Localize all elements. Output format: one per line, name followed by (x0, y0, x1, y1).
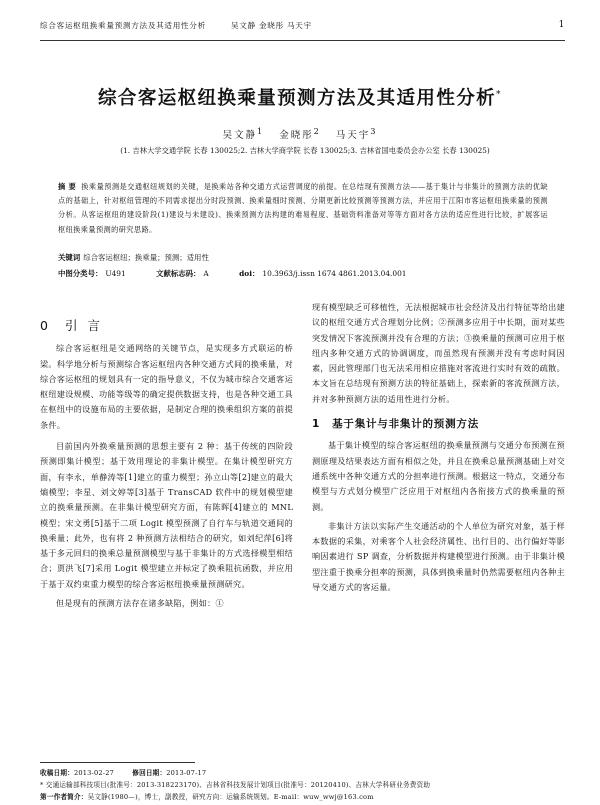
doc-label: 文献标志码： (156, 269, 201, 278)
section-1-paragraph: 非集计方法以实际产生交通活动的个人单位为研究对象，基于样本数据的采集，对乘客个人社会经济属性、出行目的、出行偏好等影响因素进行 SP 调查，分析数据并构建模型进行预测。由于非集计模型注重于换乘分担率的预测，具体到换乘量时仍然需要枢纽内各种主导交通方式的客运量。 (312, 520, 565, 593)
left-column (40, 318, 293, 611)
footnote-dates (40, 767, 570, 777)
revised-label: 修回日期： (132, 769, 167, 777)
intro-paragraph: 综合客运枢纽是交通网络的关键节点，是实现多方式联运的桥梁。科学地分析与预测综合客运枢纽内各种交通方式间的换乘量，对综合客运枢纽的规划具有一定的指导意义，不仅为城市综合交通客运枢纽建设规模、功能等级等的确定提供数据支持，也是各种交通工具在枢纽中的设施布局的主要依据，是制定合理的换乘组织方案的前提条件。 (40, 343, 293, 430)
doi-value: 10.3963/j.issn 1674 4861.2013.04.001 (262, 269, 407, 278)
doc-value: A (203, 269, 209, 278)
intro-paragraph: 但是现有的预测方法存在诸多缺陷，例如：① (56, 598, 224, 609)
received-label: 收稿日期： (40, 769, 74, 777)
revised-date: 2013-07-17 (166, 769, 207, 777)
header-rule (40, 40, 565, 41)
title-footnote-mark: * (496, 89, 502, 100)
section-1-heading (312, 417, 565, 432)
author-affil-mark: 2 (313, 127, 321, 136)
footnote-funding (40, 779, 570, 789)
author-name: 吴文静 (222, 130, 258, 142)
clc-value: U491 (105, 269, 126, 278)
running-header-title: 综合客运枢纽换乘量预测方法及其适用性分析 (40, 21, 206, 30)
affiliation: (1. 吉林大学交通学院 长春 130025;2. 吉林大学商学院 长春 130025;3. 吉林省国电委员会办公室 长春 130025) (120, 146, 490, 155)
clc-label: 中图分类号： (58, 269, 103, 278)
page-number: 1 (558, 20, 565, 30)
intro-paragraph: 目前国内外换乘量预测的思想主要有 2 种：基于传统的四阶段预测即集计模型；基于效用理论的非集计模型。在集计模型研究方面，有李永，单静涛等[1]建立的重力模型；孙立山等[2]建立的最大熵模型；李星、刘文婷等[3]基于 TransCAD 软件中的规划模型建立的换乘量预测。在非集计模型研究方面，有陈晖[4]建立的 MNL 模型；宋文勇[5]基于二项 Logit 模型预测了自行车与轨道交通间的换乘量；此外，也有将 2 种预测方法相结合的研究，如刘纪萍[6]将基于多元回归的换乘总量预测模型与基于非集计的方式选择模型相结合；贾洪飞[7]采用 Logit 模型建立并标定了换乘阻抗函数，并应用于基于双约束重力模型的综合客运枢纽换乘量预测研究。 (40, 441, 293, 589)
intro-heading-text: 引 言 (64, 318, 103, 333)
author-list (0, 127, 600, 141)
abstract-text: 换乘量预测是交通枢纽规划的关键，是换乘站各种交通方式运营调度的前提。在总结现有预测方法——基于集计与非集计的预测方法的优缺点的基础上，针对枢纽管理的不同需求提出分时段预测、换乘量细时预测、分期更新比较预测等预测方法，并应用于江阳市客运枢纽换乘量的预测分析。从客运枢纽的建设阶段(1)建设与未建设)、换乘预测方法构建的难易程度、基础资料准备对等等方面对各方法的适应性进行比较，扩展客运枢纽换乘量预测的研究思路。 (58, 182, 549, 234)
abstract-label: 摘 要 (58, 182, 77, 191)
running-header-authors: 吴文静 金晓彤 马天宇 (231, 21, 312, 30)
section-1-paragraph: 基于集计模型的综合客运枢纽的换乘量预测与交通分布预测在预测原理及结果表达方面有相似之处，并且在换乘总量预测基础上对交通系统中各种交通方式的分担率进行预测。根据这一特点，交通分布模型与方式划分模型广泛应用于对枢纽内各衔接方式的换乘量的预测。 (312, 440, 565, 512)
classification-line (58, 268, 548, 279)
author-name: 马天宇 (335, 130, 371, 142)
abstract (58, 180, 548, 237)
author-bio-label: 第一作者简介： (40, 793, 88, 801)
received-date: 2013-02-27 (73, 769, 114, 777)
running-header (40, 20, 565, 36)
funding-text: 交通运输部科技项目(批准号：2013-318223170)、吉林省科技发展计划项目(批准号：20120410)、吉林大学科研业务费资助 (45, 781, 431, 789)
author-bio-text: 吴文静(1980—)，博士，副教授，研究方向：运输系统规划。E-mail：wuw_wwj@163.com (87, 793, 374, 801)
section-1-title: 基于集计与非集计的预测方法 (332, 418, 480, 431)
doi-label: doi： (239, 269, 260, 278)
intro-heading (40, 318, 293, 333)
keywords-label: 关键词 (58, 253, 81, 262)
keywords-text: 综合客运枢纽；换乘量；预测；适用性 (83, 253, 209, 262)
author-affil-mark: 3 (370, 127, 378, 136)
paper-title-text: 综合客运枢纽换乘量预测方法及其适用性分析 (98, 88, 497, 109)
body-paragraph: 现有模型缺乏可移植性，无法根据城市社会经济及出行特征等给出建议的枢纽交通方式合理划分比例；②预测多应用于中长期，面对某些突发情况下客流预测并没有合理的方法；③换乘量的预测可应用于枢纽内多种交通方式的协调调度，而虽然现有预测并没有考虑时间因素，因此管理部门也无法采用相应措施对客流进行实时有效的疏散。本文旨在总结现有预测方法的特征基础上，探索新的客流预测方法，并对多种预测方法的适用性进行分析。 (312, 302, 565, 404)
keywords (58, 252, 548, 263)
funding-mark: * (40, 781, 44, 789)
footnote-rule (40, 762, 195, 763)
right-column (312, 300, 565, 595)
author-affil-mark: 1 (257, 127, 265, 136)
section-1-number: 1 (312, 418, 321, 431)
paper-title (0, 84, 600, 110)
footnote-author (40, 791, 570, 801)
author-name: 金晓彤 (279, 130, 314, 142)
intro-heading-number: 0 (40, 318, 51, 333)
